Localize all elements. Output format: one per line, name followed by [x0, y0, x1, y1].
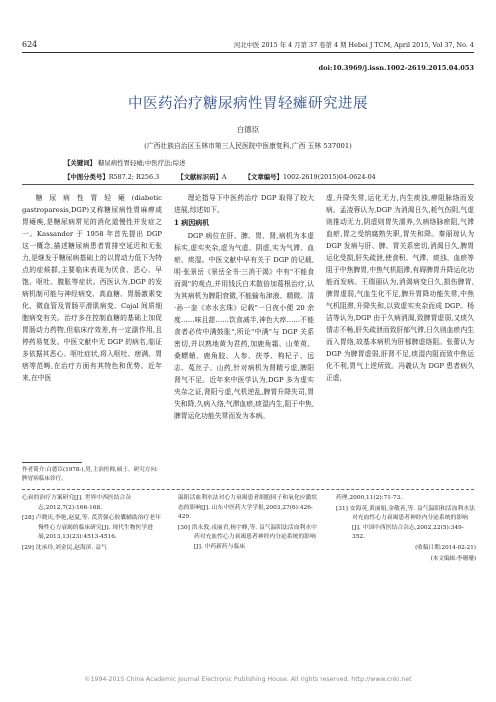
reference-column-1	[22, 494, 162, 555]
reference-item: 心衰的治疗方案研究[J]. 世界中西医结合杂志,2012,7(2):166-168.	[22, 495, 132, 511]
body-column-3	[326, 192, 474, 384]
header-rule	[22, 52, 474, 53]
doc-code-label: 【文献标识码】	[177, 173, 222, 181]
reference-column-3	[336, 494, 476, 565]
reference-item: [31] 安海英,黄丽娟,金敬善,等. 益气温阳和活血利水法对充血性心力衰竭患者神经内分泌系统的影响[J]. 中国中西医结合杂志,2002,22(5):349-352.	[336, 505, 475, 541]
paragraph: DGP 病位在肝、脾、胃、肾,病机为本虚标实,虚实夹杂,虚为气虚、阴虚,实为气滞、血瘀、痰湿。中医文献中早有关于 DGP 的记载,明·张景岳《景岳全书·三消干渴》中有"不能食而渴"的观点,并用钱氏白术散倍加葛根治疗,认为其病机为脾阳衰微,不能输布津液、精微。清·孙一奎《赤水玄珠》记载"一日夜小便 20 余度……味且甜……饮食减半,神色大瘁……不能食者必传中满鼓胀",所论"中满"与 DGP 关系密切,并以熟地黄为君药,加鹿角霜、山茱萸、桑螵蛸、鹿角胶、人参、茯苓、枸杞子、远志、菟丝子、山药,针对病机为肾精亏虚,脾阳肾气不足。近年来中医学认为,DGP 多为虚实夹杂之证,肾阳亏虚,气机逆乱,脾胃升降失司,胃失和降,久病入络,气滞血瘀,痰湿内生,阻于中焦,脾胃运化功能失常而发为本病。	[174, 232, 314, 420]
keywords	[64, 158, 185, 167]
editor-note: (本文编辑:李珊珊)	[430, 555, 476, 562]
clc-value: R587.2; R256.3	[108, 173, 160, 181]
journal-info: 河北中医 2015 年 4 月第 37 卷第 4 期 Hebei J TCM, April 2015, Vol 37, No. 4	[233, 41, 474, 49]
reference-item: 温阳活血利水法对心力衰竭患者细胞因子和氧化应激状态的影响[J]. 山东中医药大学学报,2003,27(6):426-429.	[178, 495, 318, 521]
body-column-1	[22, 192, 162, 384]
page-number: 624	[22, 40, 38, 49]
article-title: 中医药治疗糖尿病性胃轻瘫研究进展	[128, 96, 368, 112]
reference-item: [29] 沈承玲,刘金民,赵海滨. 益气	[22, 544, 107, 551]
doi[interactable]: doi:10.3969/j.issn.1002-2619.2015.04.053	[318, 64, 474, 72]
clc-label: 【中图分类号】	[64, 173, 109, 181]
received-date: (收稿日期:2014-02-21)	[415, 544, 476, 551]
keywords-label: 【关键词】	[64, 159, 96, 167]
paragraph: 虚,升降失常,运化无力,内生痰浊,痹阻脉络而发病。孟凌蓉认为,DGP 为消渴日久,耗气伤阴,气虚则推动无力,阴虚则胃失濡养,久病络脉瘀阻,气滞血瘀,胃之受纳腐熟失职,胃失和降。秦丽琼认为 DGP 发病与肝、脾、胃关系密切,消渴日久,脾胃运化受损,肝失疏泄,使食积、气滞、痰浊、血瘀等阻于中焦脾胃,中焦气机阻滞,有碍脾胃升降运化功能而发病。王瑞丽认为,消渴病变日久,损伤脾胃,脾胃虚弱,气血生化不足,脾升胃降功能失常,中焦气机阻滞,升降失和,以致虚实夹杂而成 DGP。杨洁等认为,DGP 由于久病消渴,致脾胃虚弱,又痰久情志不畅,肝失疏泄而致肝郁气滞,日久则血瘀内生而入胃络,故基本病机为肝郁脾虚络阻。张蕾认为 DGP 为脾胃虚弱,肝肾不足,痰湿内阻而致中焦运化不利,胃气上逆所致。冯羲认为 DGP 患者病久正虚,	[326, 194, 474, 382]
affiliation: (广西壮族自治区玉林市第三人民医院中医康复科,广西 玉林 537001)	[144, 142, 352, 150]
classification-line	[64, 172, 392, 181]
keywords-text: 糖尿病性胃轻瘫;中医疗法;综述	[98, 159, 186, 167]
doc-code-value: A	[221, 173, 227, 181]
body-column-2	[174, 192, 314, 422]
reference-item: 药理,2000,11(2):71-73.	[336, 495, 403, 501]
copyright-footer: ©1994-2015 China Academic Journal Electronic Publishing House. All rights reserved. http://www.cnki.net	[84, 676, 412, 683]
paragraph: 理论指导下中医药治疗 DGP 取得了较大进展,综述如下。	[174, 194, 314, 214]
author-footnote: 作者简介:白德臣(1978-),男,主治医师,硕士。研究方向:脾胃病临床诊疗。	[22, 467, 158, 482]
article-no-value: 1002-2619(2015)04-0624-04	[282, 173, 376, 181]
article-no-label: 【文章编号】	[244, 173, 283, 181]
references-divider	[22, 489, 474, 490]
reference-item: [30] 洪永敦,戎丽君,杨宇峰,等. 益气温阳法活血利水中药对充血性心力衰竭患者神经内分泌系统的影响[J]. 中药新药与临床	[178, 524, 317, 550]
footnote-rule	[22, 462, 82, 463]
section-heading: 1 病因病机	[174, 218, 210, 227]
author: 白德臣	[236, 125, 260, 134]
paragraph: 糖尿病性胃轻瘫(diabetic gastroparesis,DGP)又称糖尿病性胃麻痹或胃瘫痪,是糖尿病常见的消化道慢性并发症之一。Kassander 于 1958 年首先提出 DGP 这一概念,描述糖尿病患者胃排空延迟和无张力,是继发于糖尿病基础上的以胃动力低下为特点的症候群,主要临床表现为厌食、恶心、早饱、呕吐、腹胀等症状。西医认为,DGP 的发病机制可能与神经病变、高血糖、胃肠激素变化、微血管及胃肠平滑肌病变、Cajal 间质细胞病变有关。治疗多在控制血糖的基础上加促胃肠动力药物,但临床疗效差,有一定副作用,且停药易复发。中医文献中无 DGP 的病名,临证多依据其恶心、呕吐症状,将入呕吐、痞满、胃痞等范畴,在治疗方面有其特色和优势。近年来,在中医	[22, 194, 162, 382]
section-rule	[22, 184, 474, 185]
reference-column-2	[178, 494, 318, 554]
reference-item: [28] 卢晓庆,李艳,赵夏,等. 芪苈强心胶囊辅助治疗老年慢性心力衰竭的临床研究[J]. 现代生物医学进展,2013,13(23):4513-4516.	[22, 515, 161, 541]
